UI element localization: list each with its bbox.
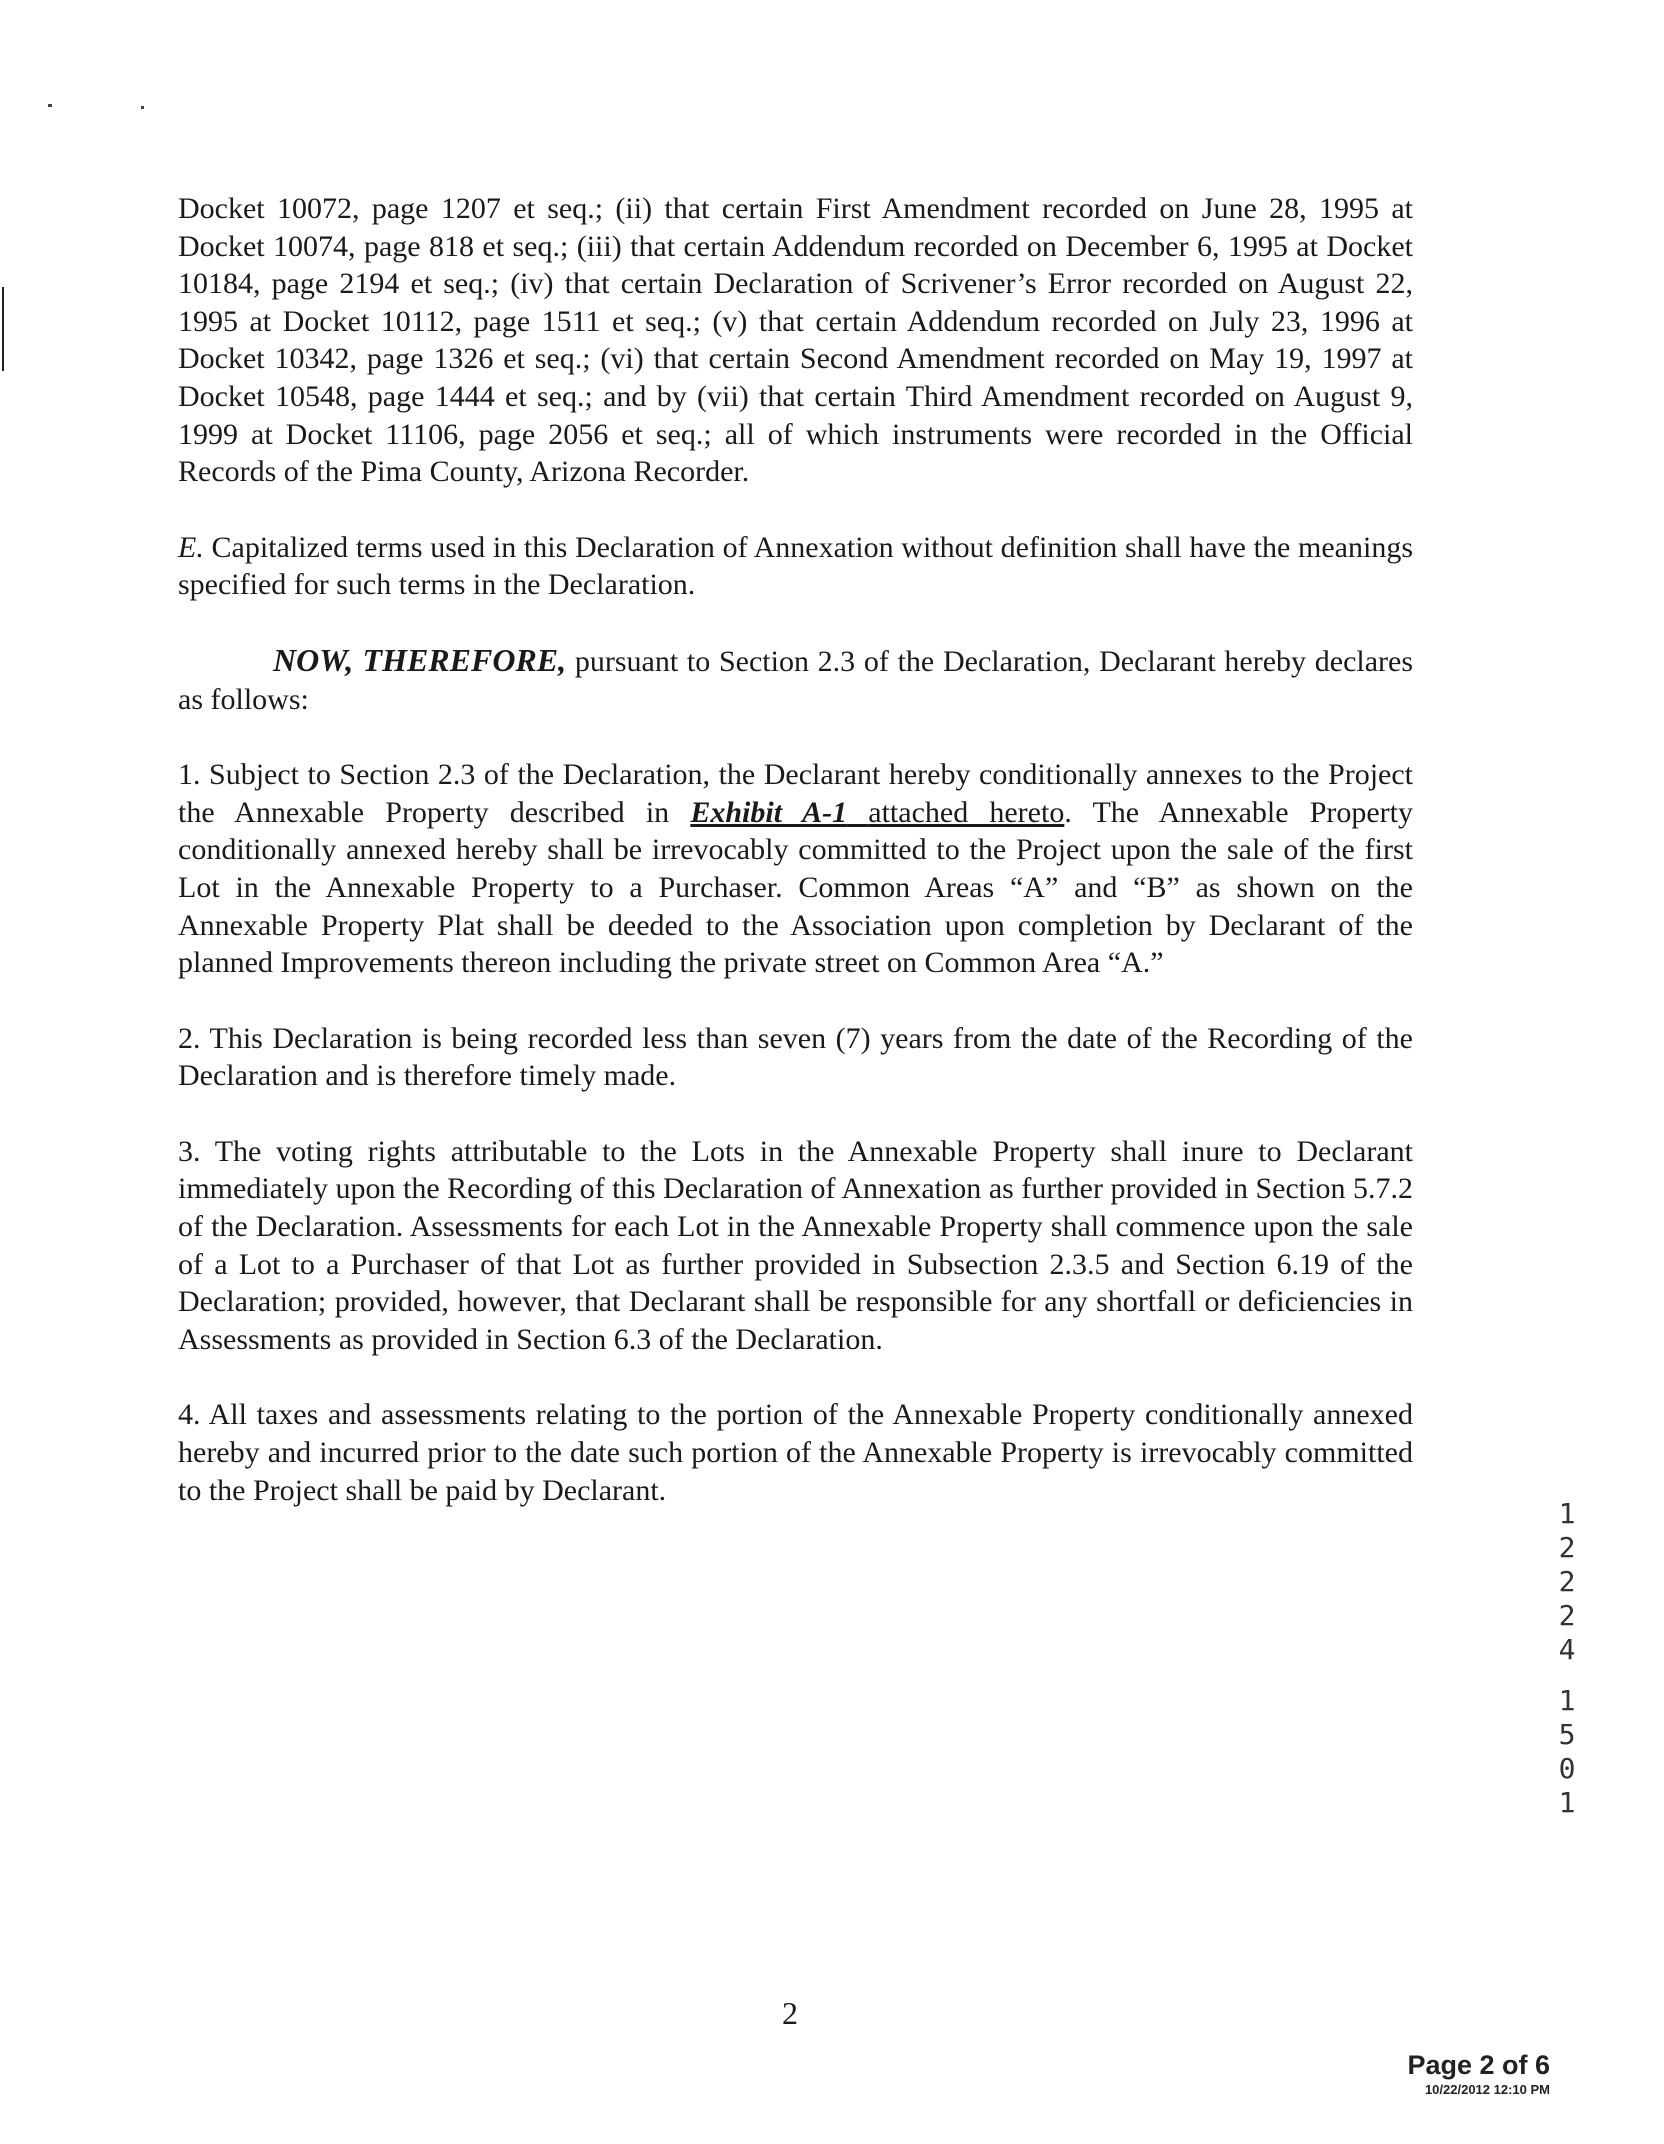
scan-artifact xyxy=(141,106,144,109)
clause-3-number: 3. xyxy=(178,1134,201,1168)
recital-e xyxy=(178,529,1413,604)
recital-d-continuation: Docket 10072, page 1207 et seq.; (ii) that certain First Amendment recorded on June 28, 1995 at Docket 10074, page 818 et seq.; (iii) that certain Addendum recorded on December 6, 1995 at Docket 10184, page 2194 et seq.; (iv) that certain Declaration of Scrivener’s Error recorded on August 22, 1995 at Docket 10112, page 1511 et seq.; (v) that certain Addendum recorded on July 23, 1996 at Docket 10342, page 1326 et seq.; (vi) that certain Second Amendment recorded on May 19, 1997 at Docket 10548, page 1444 et seq.; and by (vii) that certain Third Amendment recorded on August 9, 1999 at Docket 11106, page 2056 et seq.; all of which instruments were recorded in the Official Records of the Pima County, Arizona Recorder. xyxy=(178,192,1413,489)
clause-4-text: All taxes and assessments relating to the portion of the Annexable Property conditionally annexed hereby and incurred prior to the date such portion of the Annexable Property is irrevocably committed to the Project shall be paid by Declarant. xyxy=(178,1398,1413,1507)
now-therefore-paragraph xyxy=(178,642,1413,718)
recording-page-number: 1501 xyxy=(1558,1684,1576,1819)
document-body xyxy=(178,190,1413,1547)
clause-2 xyxy=(178,1020,1413,1095)
page-number: 2 xyxy=(782,1995,798,2031)
clause-1-text: Subject to Section 2.3 of the Declaration, the Declarant hereby conditionally annexes to the Project the Annexable Property described in xyxy=(178,758,1413,829)
clause-3 xyxy=(178,1133,1413,1359)
now-therefore-text: pursuant to Section 2.3 of the Declaration, Declarant hereby declares as follows: xyxy=(178,644,1414,716)
clause-4-number: 4. xyxy=(178,1398,201,1432)
recorder-page-stamp: Page 2 of 6 xyxy=(1407,2050,1550,2080)
clause-1-number: 1. xyxy=(178,758,201,792)
clause-1-text-after: . The Annexable Property conditionally annexed hereby shall be irrevocably committed to the Project upon the sale of the first Lot in the Annexable Property to a Purchaser. Common Areas “A” and “B” as shown on the Annexable Property Plat shall be deeded to the Association upon completion by Declarant of the planned Improvements thereon including the private street on Common Area “A.” xyxy=(178,795,1414,980)
recorder-timestamp: 10/22/2012 12:10 PM xyxy=(1424,2082,1550,2097)
scan-artifact xyxy=(48,104,52,107)
clause-2-number: 2. xyxy=(178,1021,201,1055)
recording-docket-number: 12224 xyxy=(1558,1497,1576,1666)
margin-change-bar xyxy=(2,287,4,371)
recital-e-letter: E. xyxy=(178,530,204,564)
clause-4 xyxy=(178,1396,1413,1509)
attached-hereto: attached hereto xyxy=(868,795,1065,829)
recital-e-text: Capitalized terms used in this Declaration of Annexation without definition shall have the meanings specified for such terms in the Declaration. xyxy=(178,530,1414,602)
now-therefore-lead: NOW, THEREFORE, xyxy=(273,641,567,678)
exhibit-reference: Exhibit A-1 xyxy=(690,795,848,829)
clause-1 xyxy=(178,756,1413,982)
clause-3-text: The voting rights attributable to the Lots in the Annexable Property shall inure to Declarant immediately upon the Recording of this Declaration of Annexation as further provided in Section 5.7.2 of the Declaration. Assessments for each Lot in the Annexable Property shall commence upon the sale of a Lot to a Purchaser of that Lot as further provided in Subsection 2.3.5 and Section 6.19 of the Declaration; provided, however, that Declarant shall be responsible for any shortfall or deficiencies in Assessments as provided in Section 6.3 of the Declaration. xyxy=(178,1134,1413,1356)
clause-2-text: This Declaration is being recorded less than seven (7) years from the date of the Recording of the Declaration and is therefore timely made. xyxy=(178,1021,1413,1093)
